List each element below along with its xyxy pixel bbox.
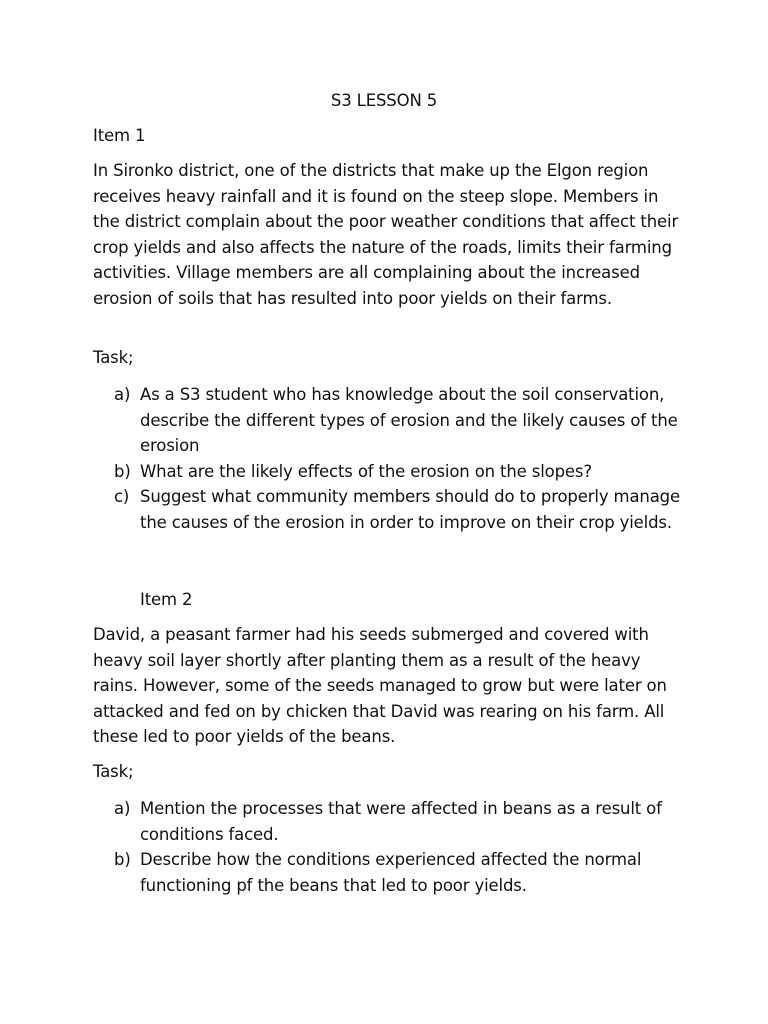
question-item	[93, 459, 683, 485]
item-2-task-label: Task;	[93, 762, 134, 781]
item-1-heading: Item 1	[93, 126, 146, 145]
question-marker: a)	[114, 799, 131, 818]
page-title: S3 LESSON 5	[330, 91, 438, 110]
item-2-heading: Item 2	[140, 590, 193, 609]
item-1-paragraph: In Sironko district, one of the districts that make up the Elgon region receives heavy rainfall and it is found on the steep slope. Members in the district complain about the poor weather conditions that affect their crop yields and also affects the nature of the roads, limits their farming activities. Village members are all complaining about the increased erosion of soils that has resulted into poor yields on their farms.	[93, 161, 679, 308]
question-marker: c)	[114, 487, 130, 506]
question-marker: b)	[114, 461, 131, 481]
item-2-paragraph: David, a peasant farmer had his seeds submerged and covered with heavy soil layer shortly after planting them as a result of the heavy rains. However, some of the seeds managed to grow but were later on attacked and fed on by chicken that David was rearing on his farm. All these led to poor yields of the beans.	[93, 625, 667, 746]
question-item	[93, 796, 683, 847]
question-text: What are the likely effects of the erosion on the slopes?	[140, 461, 592, 481]
question-text: Describe how the conditions experienced affected the normal functioning pf the beans that led to poor yields.	[140, 850, 642, 895]
item-1-task-label: Task;	[93, 348, 134, 367]
question-marker: b)	[114, 850, 131, 869]
question-text: Suggest what community members should do to properly manage the causes of the erosion in order to improve on their crop yields.	[140, 487, 681, 532]
item-1-question-list	[93, 382, 683, 535]
question-item	[93, 382, 683, 459]
question-text: As a S3 student who has knowledge about the soil conservation, describe the different types of erosion and the likely causes of the erosion	[140, 385, 678, 455]
question-item	[93, 484, 683, 535]
item-2-question-list	[93, 796, 683, 898]
question-item	[93, 847, 683, 898]
question-text: Mention the processes that were affected in beans as a result of conditions faced.	[140, 799, 662, 844]
question-marker: a)	[114, 385, 131, 404]
